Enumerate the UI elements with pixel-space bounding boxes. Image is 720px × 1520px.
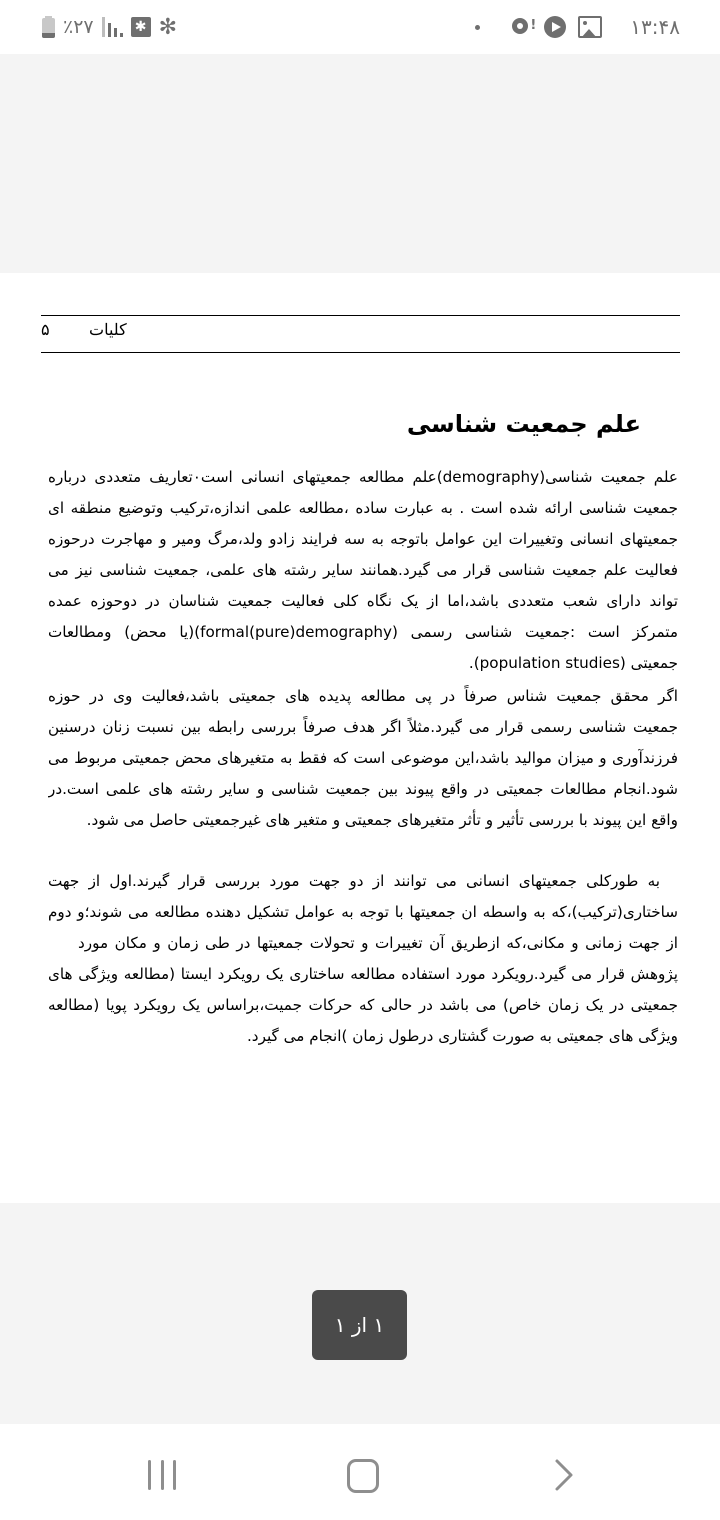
page-number: ۵ [41,320,50,339]
text-line: جمعیتی (population studies). [468,654,678,672]
paragraph-1 [48,462,678,679]
text-line: جمعیت شناسی ارائه شده است . به عبارت ساده ،مطالعه علمی اندازه،ترکیب وتوضیع منطقه ای [48,499,678,517]
text-line: شود.انجام مطالعات جمعیتی در واقع پیوند بین جمعیت شناسی و سایر رشته های علمی است.در [48,780,678,798]
text-line: ویژگی های جمعیتی به صورت گشتاری درطول زمان )انجام می گیرد. [246,1027,678,1045]
status-bar-right [475,14,680,40]
section-title: علم جمعیت شناسی [406,410,641,438]
text-line: از جهت زمانی و مکانی،که ازطریق آن تغییرات و تحولات جمعیتها در طی زمان و مکان مورد [78,934,678,952]
text-line: فرزندآوری و میزان موالید باشد،این موضوعی است که فقط به متغیرهای محض جمعیتی مربوط می [48,749,678,767]
page-indicator: ۱ از ۱ [312,1290,407,1360]
notification-dot-icon [475,25,480,30]
chapter-title: کلیات [89,320,127,339]
text-line: ساختاری(ترکیب)،که به واسطه ان جمعیتها با توجه به عوامل تشکیل دهنده مطالعه می شوند؛و دوم [48,903,678,921]
paragraph-2 [48,681,678,836]
back-button[interactable] [553,1458,577,1492]
text-line: علم جمعیت شناسی(demography)علم مطالعه جمعیتهای انسانی است٠تعاریف متعددی درباره [48,468,678,486]
screen-record-icon: ! [510,16,532,38]
bluetooth-icon: ✻ [158,14,178,40]
paragraph-3 [48,866,678,1052]
text-line: اگر محقق جمعیت شناس صرفاً در پی مطالعه پدیده های جمعیتی باشد،فعالیت وی در حوزه [48,687,678,705]
play-icon [544,16,566,38]
battery-percent: ٪۲۷ [63,16,94,38]
running-header [41,320,680,346]
text-line: واقع این پیوند با بررسی تأثیر و تأثر متغیرهای جمعیتی و متغیر های غیرجمعیتی حاصل می شود. [86,811,678,829]
text-line: به طورکلی جمعیتهای انسانی می توانند از دو جهت مورد بررسی قرار گیرند.اول از جهت [48,872,660,890]
document-page[interactable] [0,273,720,1203]
signal-icon [102,17,123,37]
clock: ۱۳:۴۸ [630,15,680,39]
chevron-right-icon [557,1461,571,1489]
battery-icon [42,16,55,38]
home-button[interactable] [347,1459,379,1493]
navigation-bar [0,1424,720,1520]
status-bar [0,0,720,54]
text-line: پژوهش قرار می گیرد.رویکرد مورد استفاده مطالعه ساختاری یک رویکرد ایستا (مطالعه ویژگی های [48,965,678,983]
text-line: جمعیتهای انسانی وتغییرات این عوامل باتوجه به سه فرایند زادو ولد،مرگ ومیر و مهاجرت درحوزه [48,530,678,548]
recents-icon [148,1460,151,1490]
header-rule-bottom [41,352,680,353]
recents-button[interactable] [148,1460,176,1490]
text-line: جمعیتی در یک زمان خاص) می باشد در حالی که حرکات جمیت،براساس یک رویکرد پویا (مطالعه [48,996,678,1014]
text-line: جمعیت شناسی رسمی قرار می گیرد.مثلاً اگر هدف صرفاً بررسی رابطه بین نسبت زنان درسنین [48,718,678,736]
bluetooth-box-icon: ✱ [131,17,151,37]
text-line: فعالیت علم جمعیت شناسی قرار می گیرد.همانند سایر رشته های علمی، جمعیت شناسی نیز می [48,561,678,579]
status-bar-left [42,14,177,40]
gallery-icon [578,16,602,38]
text-line: متمرکز است :جمعیت شناسی رسمی (formal(pure)demography)(یا محض) ومطالعات [48,623,678,641]
header-rule-top [41,315,680,316]
text-line: تواند دارای شعب متعددی باشد،اما از یک نگاه کلی فعالیت جمعیت شناسان در دوحوزه عمده [48,592,678,610]
